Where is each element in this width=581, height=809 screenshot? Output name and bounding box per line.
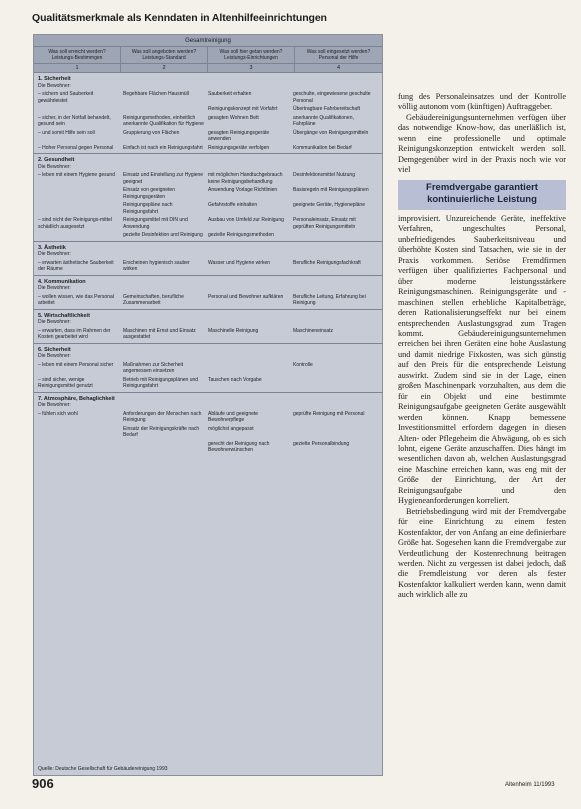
table-row <box>38 411 378 424</box>
table-cell: gezielte Reinigungsmethoden <box>208 232 274 238</box>
table-cell: Kontrolle <box>293 361 313 368</box>
column-number: 4 <box>336 65 341 71</box>
section-heading: 2. Gesundheit <box>38 157 75 163</box>
table-cell: Maßnahmen zur Sicherheit angemessen einsetzen <box>123 361 184 374</box>
section-heading: 3. Ästhetik <box>38 244 66 251</box>
article-subheadline: Fremdvergabe garantiert kontinuierliche Leistung <box>426 182 538 205</box>
table-cell <box>38 202 123 215</box>
table-cell <box>38 426 123 439</box>
article-paragraph: Betriebsbedingung wird mit der Fremdvergabe für eine Einrichtung zu einem festen Kostenfaktor, der von Anfang an eine definierbare Größe hat. Sogesehen kann die Fremdvergabe zur Verdeutlichung der Kostenrechnung beitragen werden. Nicht zu vergessen ist dabei jedoch, daß die Fremdleistung vor deren als fester Kostenfaktor kalkuliert werden kann, wenn damit auch wirklich alle zu <box>398 506 566 600</box>
table-cell: – leben mit einem Personal sicher <box>38 361 114 368</box>
column-header: Was soll angeboten werden? Leistungs-Standard <box>121 47 208 63</box>
table-row <box>38 145 378 152</box>
page-title: Qualitätsmerkmale als Kenndaten in Altenhilfeeinrichtungen <box>32 12 327 24</box>
table-cell: Reinigungsmethoden, einheitlich anerkannte Qualifikation für Hygiene <box>123 114 204 127</box>
table-cell: Reinigungskonzept mit Vorfahrt <box>208 106 278 112</box>
table-cell: Wasser und Hygiene wirken <box>208 259 271 266</box>
table-cell: geschulte, eingewiesene geschulte Personal <box>293 91 371 104</box>
section-subheading: Die Bewohner: <box>38 251 71 257</box>
table-row <box>38 217 378 230</box>
table-cell: anerkannte Qualifikationen, Fahrpläne <box>293 114 354 127</box>
table-cell: Sauberkeit erhalten <box>208 91 252 97</box>
table-cell: – und somit Hilfe sein soll <box>38 129 95 136</box>
table-row <box>38 232 378 239</box>
section-subheading: Die Bewohner: <box>38 163 71 170</box>
table-cell: Erscheinen hygienisch sauber wirken <box>123 259 190 272</box>
table-cell: gesagten Reinigungsgeräte anwenden <box>208 129 270 142</box>
quality-table <box>33 34 383 776</box>
table-body <box>34 72 382 456</box>
table-cell: mit möglichen Handtuchgebrauch keine Reinigungsbehandlung <box>208 172 283 185</box>
table-cell: Einsatz der Reinigungskräfte nach Bedarf <box>123 425 200 438</box>
table-cell: gezielte Desinfektion und Reinigung <box>123 232 203 238</box>
table-cell: – sind sicher, wenige Reinigungsmittel genutzt <box>38 376 93 389</box>
table-cell: Berufliche Reinigungsfachkraft <box>293 259 361 266</box>
section-subheading: Die Bewohner: <box>38 402 71 408</box>
section-heading: 5. Wirtschaftlichkeit <box>38 312 90 319</box>
table-cell: Ausbau von Umfeld zur Reinigung <box>208 217 284 223</box>
table-cell: Maschineneinsatz <box>293 327 334 334</box>
table-cell <box>208 362 293 375</box>
section-subheading: Die Bewohner: <box>38 353 71 359</box>
table-cell: – fühlen sich wohl <box>38 410 78 417</box>
table-cell: – erwarten, dass im Rahmen der Kosten gearbeitet wird <box>38 327 111 340</box>
table-row <box>38 328 378 341</box>
section-subheading: Die Bewohner: <box>38 285 71 291</box>
table-section <box>34 309 382 343</box>
table-cell: Einfach ist nach ein Reinigungsfahrt <box>123 144 203 151</box>
table-cell: Basisregeln mit Reinigungsplänen <box>293 187 369 193</box>
table-row <box>38 115 378 128</box>
table-row <box>38 377 378 390</box>
column-number: 2 <box>121 64 208 72</box>
table-cell: – sichern und Sauberkeit gewährleistet <box>38 91 94 104</box>
table-row <box>38 91 378 104</box>
table-cell: – sind nicht der Reinigungs-mittel schädlich ausgesetzt <box>38 217 112 230</box>
column-number: 1 <box>34 64 121 72</box>
table-cell: Reinigungspläne nach Reinigungsfahrt <box>123 202 173 215</box>
table-cell: Personaleinsatz, Einsatz mit geprüften Reinigungsmitteln <box>293 217 356 230</box>
column-number: 3 <box>208 64 295 72</box>
table-cell: Betrieb mit Reinigungsplänen und Reinigungsfahrt <box>123 376 199 389</box>
article-column-top <box>398 92 566 176</box>
article-intro: fung des Personaleinsatzes und der Kontrolle völlig autonom vom (künftigen) Auftraggeber. <box>398 92 566 112</box>
table-row <box>38 294 378 307</box>
table-cell <box>293 377 378 390</box>
section-heading: 1. Sicherheit <box>38 76 71 82</box>
table-cell: Tauschen nach Vorgabe <box>208 376 262 383</box>
table-cell: geeignete Geräte, Hygienepläne <box>293 202 365 208</box>
table-cell <box>38 441 123 454</box>
table-cell <box>293 232 378 239</box>
section-subheading: Die Bewohner: <box>38 82 71 89</box>
table-cell: Berufliche Leitung, Erfahrung bei Reinigung <box>293 293 366 306</box>
section-subheading: Die Bewohner: <box>38 319 71 325</box>
table-row <box>38 130 378 143</box>
table-cell: Personal und Bewohner aufklären <box>208 293 284 300</box>
table-section <box>34 72 382 153</box>
table-cell: Kommunikation bei Bedarf <box>293 144 352 151</box>
table-section <box>34 392 382 456</box>
table-cell: Übertragbare Fahrbereitschaft <box>293 106 360 112</box>
article-body: improvisiert. Unzureichende Geräte, ineffektive Verfahren, ungeschultes Personal, unbefriedigendes Sauberkeitsniveau und überhöhte Kosten sind Tatsachen, wie sie in der Praxis vorkommen. Seriöse Fremdfirmen verfügen über qualifiziertes Fachpersonal und über moderne leistungsstärkere Reinigungsmaschinen. Reinigungsgeräte und -maschinen stellen erhebliche Kapitalbeträge, deren Rationalisierungseffekt nur bei einem entsprechenden Auslastungsgrad zum Tragen kommt. Gebäudereinigungsunternehmen erreichen bei ihren Geräten eine hohe Auslastung und damit niedrige Fixkosten, was sich günstig auf den Preis für die entsprechende Leistung auswirkt. Zudem sind sie in der Lage, einen großen Maschinenpark vorzuhalten, aus dem die für ein Objekt und eine bestimmte Reinigungsaufgabe geeigneten Geräte ausgewählt werden können. Knapp bemessene Investitionsmittel erfordern dagegen in diesen Alten- oder Pflegeheim die Abwägung, ob es sich lohnt, eigene Geräte anzuschaffen. Dies hängt im wesentlichen davon ab, welchen Auslastungsgrad eine Maschine erreichen kann, was eng mit der Größe der Einrichtung, der Art der Reinigungsaufgabe und den Hygieneanforderungen korreliert. <box>398 214 566 506</box>
table-cell: Gruppierung von Flächen <box>123 129 180 136</box>
table-row <box>38 106 378 113</box>
table-section <box>34 343 382 392</box>
table-cell: – sicher, in der Notfall behandelt, gesund sein <box>38 114 111 127</box>
table-cell <box>38 106 123 113</box>
table-cell: Abläufe und geeignete Bewohnerpflege <box>208 410 259 423</box>
table-cell: Begehbare Flächen Hausmüll <box>123 91 189 97</box>
table-row <box>38 260 378 273</box>
table-cell: Maschinelle Reinigung <box>208 327 259 334</box>
table-section <box>34 153 382 241</box>
table-cell <box>293 426 378 439</box>
table-cell: gezielte Personalbindung <box>293 440 350 447</box>
group-header: Gesamtreinigung <box>34 35 382 47</box>
table-cell: Gefahrstoffe einhalten <box>208 202 258 208</box>
table-cell <box>123 441 208 454</box>
table-cell: Übergänge von Reinigungsmitteln <box>293 129 369 136</box>
table-row <box>38 426 378 439</box>
journal-footer: Altenheim 11/1993 <box>505 782 555 788</box>
table-cell: gesagten Wohnen Bett <box>208 114 259 121</box>
table-cell: Anwendung Vorlage Richtlinien <box>208 187 278 193</box>
table-cell: Desinfektionsmittel Nutzung <box>293 172 355 178</box>
table-cell: Einsatz von geeigneten Reinigungsgeräten <box>123 187 175 200</box>
table-cell: Reinigungsgeräte verfolgen <box>208 144 270 151</box>
section-heading: 7. Atmosphäre, Behaglichkeit <box>38 395 115 402</box>
column-headers <box>34 47 382 63</box>
column-numbers <box>34 63 382 72</box>
article-column-body <box>398 214 566 601</box>
table-row <box>38 362 378 375</box>
table-section <box>34 275 382 309</box>
table-section <box>34 241 382 275</box>
table-cell <box>123 106 208 113</box>
table-row <box>38 172 378 185</box>
table-row <box>38 187 378 200</box>
table-cell: Reinigungsmittel mit DIN und Anwendung <box>123 217 188 230</box>
table-cell <box>38 232 123 239</box>
table-cell: gerecht der Reinigung nach Bewohnerwünschen <box>208 440 270 453</box>
table-cell <box>38 187 123 200</box>
article-paragraph: Gebäudereinigungsunternehmen verfügen über das notwendige Know-how, das unerläßlich ist, wenn eine professionelle und optimale Reinigungskonzeption entwickelt werden soll. Demgegenüber wird in der Praxis noch wie vor viel <box>398 112 566 175</box>
table-cell: – wollen wissen, wie das Personal arbeitet <box>38 293 114 306</box>
table-cell: Maschinen mit Ernst und Einsatz ausgestattet <box>123 327 196 340</box>
column-header: Was soll erreicht werden? Leistungs-Bestimmgen <box>34 47 121 63</box>
table-source: Quelle: Deutsche Gesellschaft für Gebäudereinigung 1993 <box>38 766 168 772</box>
table-cell: – Hoher Personal gegen Personal <box>38 144 114 151</box>
table-header <box>34 35 382 72</box>
page-number: 906 <box>32 776 54 791</box>
table-cell: – leben mit einem Hygiene gesund <box>38 172 115 178</box>
table-cell: geprüfte Reinigung mit Personal <box>293 410 365 417</box>
section-heading: 4. Kommunikation <box>38 278 86 285</box>
column-header: Was soll eingesetzt werden? Personal der Hilfe <box>306 49 371 61</box>
table-cell: Einsatz und Einstellung zur Hygiene geeignet <box>123 172 204 185</box>
table-cell: möglichst angepasst <box>208 425 254 432</box>
table-row <box>38 202 378 215</box>
table-cell: Anforderungen der Menschen nach Reinigung <box>123 410 202 423</box>
table-cell: Gemeinschaften, berufliche Zusammenarbeit <box>123 293 184 306</box>
table-cell: – erwarten ästhetische Sauberkeit der Räume <box>38 259 114 272</box>
column-header: Was soll hier getan werden? Leistungs-Einrichtungen <box>208 47 295 63</box>
table-row <box>38 441 378 454</box>
section-heading: 6. Sicherheit <box>38 346 71 353</box>
